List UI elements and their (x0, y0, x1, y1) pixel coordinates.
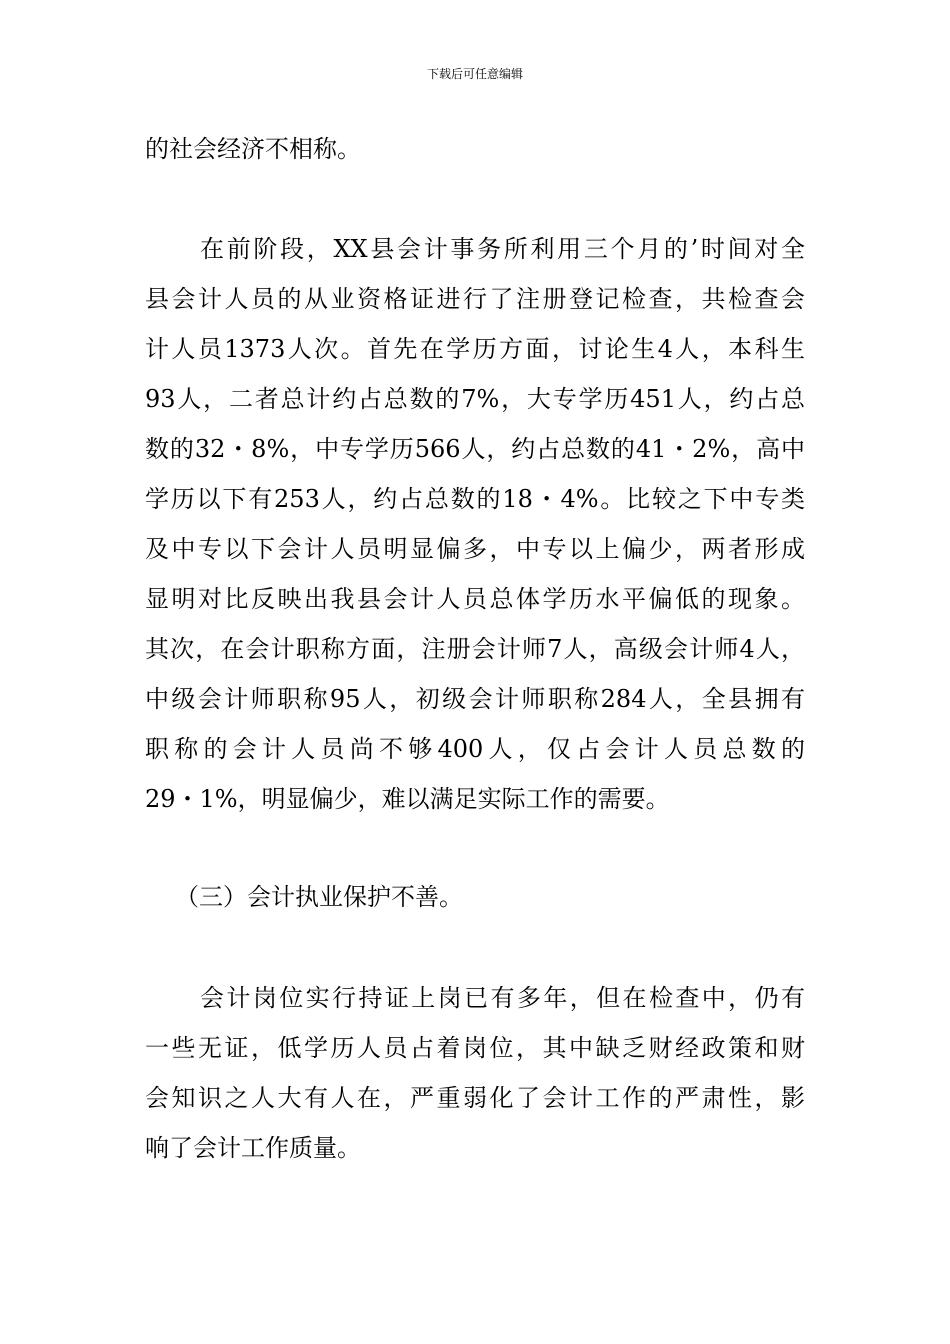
paragraph-line: 学历以下有253人，约占总数的18・4%。比较之下中专类 (145, 485, 805, 513)
paragraph-line: 93人，二者总计约占总数的7%，大专学历451人，约占总 (145, 385, 805, 413)
paragraph-line: 中级会计师职称95人，初级会计师职称284人，全县拥有 (145, 685, 805, 713)
paragraph-line: 显明对比反映出我县会计人员总体学历水平偏低的现象。 (145, 585, 805, 613)
paragraph-line: 的社会经济不相称。 (145, 135, 361, 163)
paragraph-line: 29・1%，明显偏少，难以满足实际工作的需要。 (145, 785, 670, 813)
paragraph-line: 其次，在会计职称方面，注册会计师7人，高级会计师4人， (145, 635, 805, 663)
paragraph-line: 一些无证，低学历人员占着岗位，其中缺乏财经政策和财 (145, 1034, 805, 1062)
paragraph-line: 响了会计工作质量。 (145, 1134, 361, 1162)
paragraph-line: 职称的会计人员尚不够400人，仅占会计人员总数的 (145, 735, 805, 763)
paragraph-line: 及中专以下会计人员明显偏多，中专以上偏少，两者形成 (145, 535, 805, 563)
page-header: 下载后可任意编辑 (426, 67, 523, 81)
paragraph-line: 县会计人员的从业资格证进行了注册登记检查，共检查会 (145, 285, 805, 313)
paragraph-line: 会计岗位实行持证上岗已有多年，但在检查中，仍有 (200, 984, 805, 1012)
paragraph-line: 在前阶段，XX县会计事务所利用三个月的’时间对全 (200, 235, 805, 263)
paragraph-line: 计人员1373人次。首先在学历方面，讨论生4人，本科生 (145, 335, 805, 363)
paragraph-line: 会知识之人大有人在，严重弱化了会计工作的严肃性，影 (145, 1084, 805, 1112)
paragraph-line: 数的32・8%，中专学历566人，约占总数的41・2%，高中 (145, 435, 805, 463)
section-heading: （三）会计执业保护不善。 (175, 883, 463, 911)
